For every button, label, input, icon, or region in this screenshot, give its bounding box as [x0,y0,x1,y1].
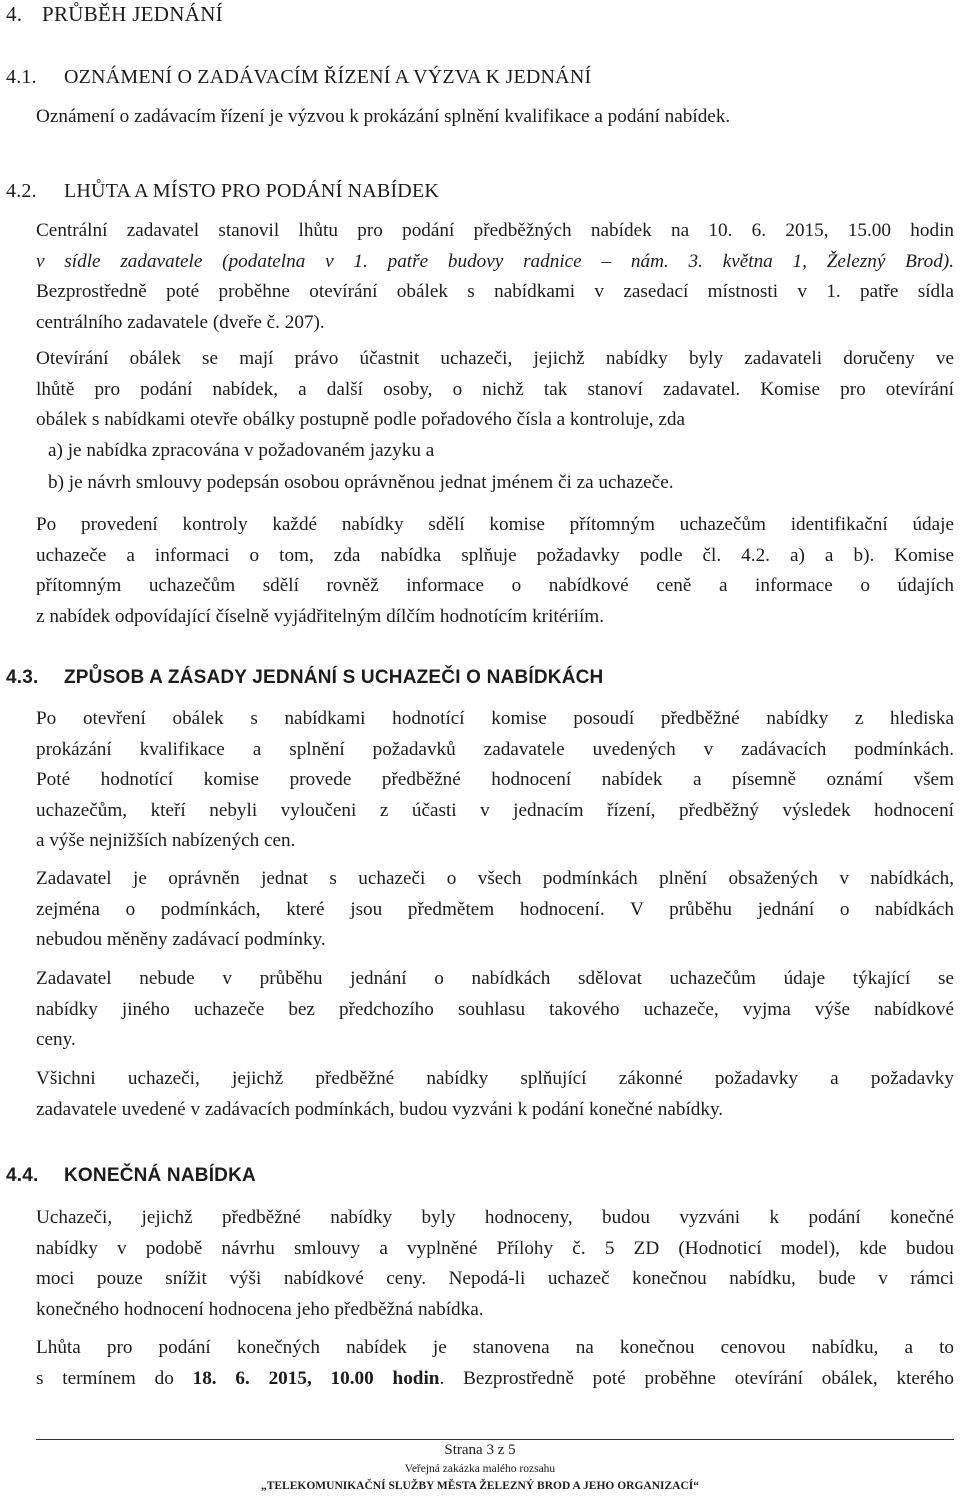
section-4-2-heading [6,180,439,203]
text-line: přítomným uchazečům sdělí rovněž informace o nabídkové ceně a informace o údajích [36,575,954,596]
text-line: nabídky v podobě návrhu smlouvy a vyplněné Přílohy č. 5 ZD (Hodnoticí model), kde budou [36,1237,954,1259]
text-line: Zadavatel je oprávněn jednat s uchazeči o všech podmínkách plnění obsažených v nabídkách, [36,868,954,889]
section-4-2-paragraph-2 [36,344,954,436]
list-item-b: b) je návrh smlouvy podepsán osobou oprávněnou jednat jménem či za uchazeče. [48,472,674,493]
text-line: zadavatele uvedené v zadávacích podmínkách, budou vyzváni k podání konečné nabídky. [36,1098,724,1120]
text-line: a výše nejnižších nabízených cen. [36,830,296,851]
section-number: 4. [6,2,23,26]
section-4-2-paragraph-3 [36,510,954,632]
section-4-2-paragraph-1 [36,216,954,338]
text-line: prokázání kvalifikace a splnění požadavků zadavatele uvedených v zadávacích podmínkách. [36,738,954,760]
footer-subtitle: Veřejná zakázka malého rozsahu [404,1463,556,1475]
section-number: 4.1. [6,66,37,88]
text-line: zejména o podmínkách, které jsou předmětem hodnocení. V průběhu jednání o nabídkách [36,898,954,920]
text-line: ceny. [36,1029,76,1050]
section-title: OZNÁMENÍ O ZADÁVACÍM ŘÍZENÍ A VÝZVA K JEDNÁNÍ [64,66,592,88]
section-number: 4.4. [6,1165,39,1186]
text-line: konečného hodnocení hodnocena jeho předběžná nabídka. [36,1298,484,1320]
page-number: Strana 3 z 5 [444,1442,516,1458]
text-fragment: s termínem do [36,1367,193,1389]
section-4-3-paragraph-1 [36,704,954,857]
text-line: obálek s nabídkami otevře obálky postupně podle pořadového čísla a kontroluje, zda [36,409,685,430]
text-line: Uchazeči, jejichž předběžné nabídky byly hodnoceny, budou vyzváni k podání konečné [36,1207,954,1228]
text-line: Poté hodnotící komise provede předběžné hodnocení nabídek a písemně oznámí všem [36,769,954,790]
text-line: uchazečům, kteří nebyli vyloučeni z účasti v jednacím řízení, předběžný výsledek hodnocení [36,799,954,821]
text-line: Zadavatel nebude v průběhu jednání o nabídkách sdělovat uchazečům údaje týkající se [36,968,954,989]
section-4-4-heading [6,1165,256,1187]
text-line: Bezprostředně poté proběhne otevírání obálek s nabídkami v zasedací místnosti v 1. patře sídla [36,281,954,302]
section-4-4-paragraph-2 [36,1333,954,1394]
section-4-3-heading [6,667,603,689]
text-line: lhůtě pro podání nabídek, a další osoby, o nichž tak stanoví zadavatel. Komise pro otevírání [36,378,954,400]
text-line: z nabídek odpovídající číselně vyjádřitelným dílčím hodnotícím kritériím. [36,605,605,627]
section-4-4-paragraph-1 [36,1203,954,1325]
section-number: 4.3. [6,667,39,688]
text-line: Lhůta pro podání konečných nabídek je stanovena na konečnou cenovou nabídku, a to [36,1337,954,1358]
text-line [36,1364,954,1395]
text-line: Otevírání obálek se mají právo účastnit uchazeči, jejichž nabídky byly zadavateli doručeny ve [36,348,954,369]
text-line: uchazeče a informaci o tom, zda nabídka splňuje požadavky podle čl. 4.2. a) a b). Komise [36,544,954,566]
text-line: Po provedení kontroly každé nabídky sdělí komise přítomným uchazečům identifikační údaje [36,514,954,535]
footer-title: „TELEKOMUNIKAČNÍ SLUŽBY MĚSTA ŽELEZNÝ BROD A JEHO ORGANIZACÍ“ [260,1480,700,1492]
section-number: 4.2. [6,180,37,202]
text-line: nabídky jiného uchazeče bez předchozího souhlasu takového uchazeče, vyjma výše nabídkové [36,998,954,1020]
section-title: KONEČNÁ NABÍDKA [64,1165,256,1186]
text-line: Centrální zadavatel stanovil lhůtu pro podání předběžných nabídek na 10. 6. 2015, 15.00 hodin [36,220,954,241]
deadline-text: 18. 6. 2015, 10.00 hodin [192,1367,440,1389]
text-line: Po otevření obálek s nabídkami hodnotící komise posoudí předběžné nabídky z hlediska [36,708,954,729]
section-4-heading [6,2,223,27]
text-line: moci pouze snížit výši nabídkové ceny. Nepodá-li uchazeč konečnou nabídku, bude v rámci [36,1268,954,1289]
text-line: centrálního zadavatele (dveře č. 207). [36,311,325,333]
text-line: Oznámení o zadávacím řízení je výzvou k prokázání splnění kvalifikace a podání nabídek. [36,106,731,127]
section-title: ZPŮSOB A ZÁSADY JEDNÁNÍ S UCHAZEČI O NABÍDKÁCH [64,667,604,688]
text-line: Všichni uchazeči, jejichž předběžné nabídky splňující zákonné požadavky a požadavky [36,1068,954,1089]
section-4-1-paragraph [36,102,954,133]
section-4-3-paragraph-3 [36,964,954,1056]
list-item-a: a) je nabídka zpracována v požadovaném jazyku a [48,440,435,461]
section-4-3-paragraph-4 [36,1064,954,1125]
text-line: nebudou měněny zadávací podmínky. [36,929,326,950]
section-4-3-paragraph-2 [36,864,954,956]
text-fragment: . Bezprostředně poté proběhne otevírání obálek, kterého [439,1367,954,1389]
text-line: v sídle zadavatele (podatelna v 1. patře budovy radnice – nám. 3. května 1, Železný Brod). [36,250,954,272]
section-4-1-heading [6,66,591,89]
section-title: LHŮTA A MÍSTO PRO PODÁNÍ NABÍDEK [64,180,440,202]
footer-divider [36,1439,954,1440]
section-title: PRŮBĚH JEDNÁNÍ [42,2,223,26]
